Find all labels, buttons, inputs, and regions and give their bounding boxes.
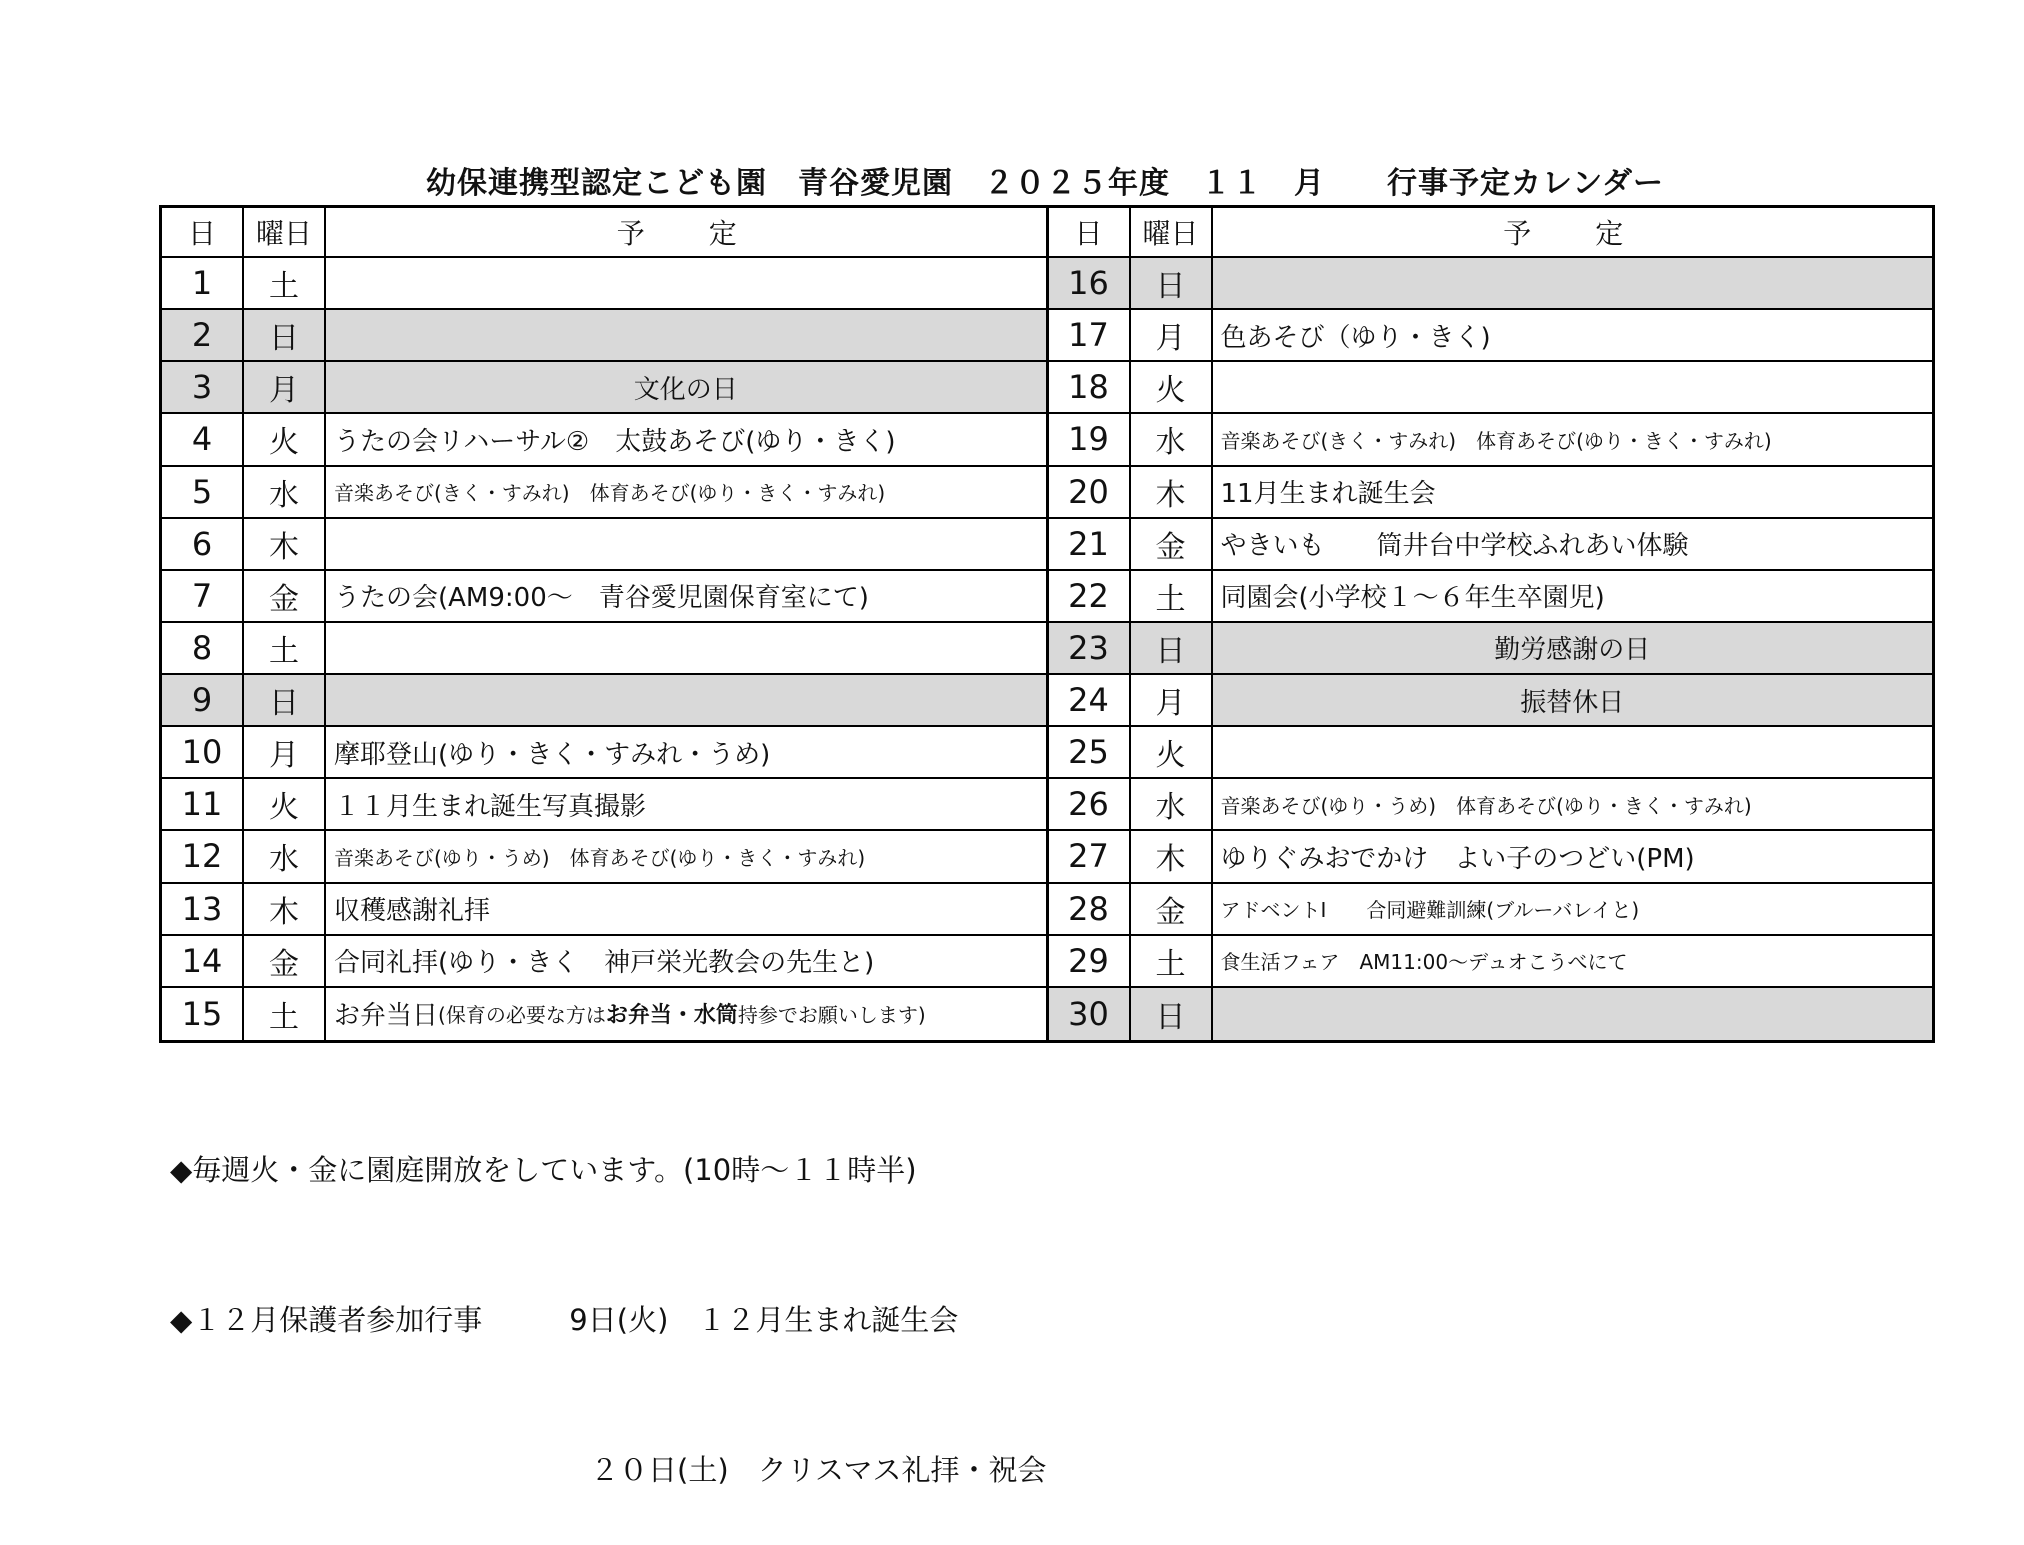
weekday: 木 <box>1131 831 1213 881</box>
event-text: やきいも 筒井台中学校ふれあい体験 <box>1220 531 1689 562</box>
calendar-row <box>162 258 1046 310</box>
event-text <box>326 675 1046 725</box>
event-text: １１月生まれ誕生写真撮影 <box>334 791 647 822</box>
day-number: 18 <box>1049 362 1131 412</box>
event-text: 収穫感謝礼拝 <box>334 896 491 927</box>
calendar-row <box>162 571 1046 623</box>
calendar-row <box>1049 727 1933 779</box>
event-text: 摩耶登山(ゆり・きく・すみれ・うめ) <box>334 739 771 770</box>
header-plan: 予 定 <box>616 217 755 250</box>
header-row <box>1049 208 1933 258</box>
calendar-row <box>162 467 1046 519</box>
weekday: 木 <box>1131 467 1213 517</box>
day-number: 8 <box>162 623 244 673</box>
day-number: 17 <box>1049 310 1131 360</box>
day-number: 13 <box>162 884 244 934</box>
note-line-2: ◆１２月保護者参加行事 9日(火) １２月生まれ誕生会 <box>170 1303 959 1337</box>
event-text <box>326 519 1046 569</box>
day-number: 22 <box>1049 571 1131 621</box>
event-text: うたの会リハーサル② 太鼓あそび(ゆり・きく) <box>334 426 896 457</box>
day-number: 19 <box>1049 414 1131 464</box>
event-text: アドベントⅠ 合同避難訓練(ブルーバレイと) <box>1220 898 1640 923</box>
calendar-row <box>1049 362 1933 414</box>
header-day: 日 <box>162 208 244 256</box>
calendar-row <box>162 414 1046 466</box>
event-text: 同園会(小学校１～６年生卒園児) <box>1220 583 1605 614</box>
day-number: 29 <box>1049 936 1131 986</box>
event-text <box>326 258 1046 308</box>
event-text: 勤労感謝の日 <box>1213 623 1933 673</box>
calendar-row <box>1049 884 1933 936</box>
weekday: 木 <box>244 884 326 934</box>
weekday: 月 <box>1131 310 1213 360</box>
calendar-row <box>1049 936 1933 988</box>
event-text: 合同礼拝(ゆり・きく 神戸栄光教会の先生と) <box>334 948 875 979</box>
weekday: 日 <box>1131 988 1213 1040</box>
calendar-row <box>1049 571 1933 623</box>
header-row <box>162 208 1046 258</box>
weekday: 金 <box>244 571 326 621</box>
header-weekday: 曜日 <box>244 208 326 256</box>
day-number: 30 <box>1049 988 1131 1040</box>
calendar-left-half <box>162 208 1049 1040</box>
note-line-3: ２０日(土) クリスマス礼拝・祝会 <box>590 1453 1047 1487</box>
weekday: 月 <box>244 727 326 777</box>
calendar-row <box>162 936 1046 988</box>
page-title: 幼保連携型認定こども園 青谷愛児園 ２０２５年度 １１ 月 行事予定カレンダー <box>425 166 1665 201</box>
calendar-row <box>1049 623 1933 675</box>
event-text: 音楽あそび(ゆり・うめ) 体育あそび(ゆり・きく・すみれ) <box>334 845 866 870</box>
day-number: 23 <box>1049 623 1131 673</box>
day-number: 7 <box>162 571 244 621</box>
event-text: 振替休日 <box>1213 675 1933 725</box>
calendar-row <box>1049 467 1933 519</box>
day-number: 10 <box>162 727 244 777</box>
event-part-bold: お弁当・水筒 <box>605 1003 738 1029</box>
weekday: 水 <box>1131 779 1213 829</box>
calendar-row <box>162 831 1046 883</box>
day-number: 2 <box>162 310 244 360</box>
weekday: 火 <box>244 414 326 464</box>
day-number: 4 <box>162 414 244 464</box>
weekday: 日 <box>1131 258 1213 308</box>
note-line-1: ◆毎週火・金に園庭開放をしています。(10時～１１時半) <box>170 1153 917 1187</box>
event-text <box>326 310 1046 360</box>
event-text: 音楽あそび(ゆり・うめ) 体育あそび(ゆり・きく・すみれ) <box>1220 793 1752 818</box>
event-text: 音楽あそび(きく・すみれ) 体育あそび(ゆり・きく・すみれ) <box>334 481 886 506</box>
calendar-row <box>162 988 1046 1040</box>
weekday: 月 <box>244 362 326 412</box>
weekday: 土 <box>244 623 326 673</box>
calendar-row <box>162 675 1046 727</box>
weekday: 水 <box>244 831 326 881</box>
event-text: 文化の日 <box>326 362 1046 412</box>
weekday: 火 <box>244 779 326 829</box>
day-number: 15 <box>162 988 244 1040</box>
calendar-table <box>159 205 1935 1043</box>
header-plan: 予 定 <box>1503 217 1642 250</box>
weekday: 日 <box>1131 623 1213 673</box>
calendar-row <box>1049 414 1933 466</box>
day-number: 20 <box>1049 467 1131 517</box>
event-text <box>1213 362 1933 412</box>
event-part: お弁当日 <box>334 1001 439 1032</box>
calendar-row <box>162 727 1046 779</box>
event-text <box>326 988 1046 1040</box>
day-number: 24 <box>1049 675 1131 725</box>
calendar-row <box>162 310 1046 362</box>
calendar-row <box>1049 675 1933 727</box>
calendar-row <box>1049 310 1933 362</box>
weekday: 火 <box>1131 362 1213 412</box>
day-number: 14 <box>162 936 244 986</box>
day-number: 25 <box>1049 727 1131 777</box>
header-weekday: 曜日 <box>1131 208 1213 256</box>
calendar-row <box>1049 779 1933 831</box>
event-part: 持参でお願いします) <box>737 1003 926 1028</box>
event-text: うたの会(AM9:00～ 青谷愛児園保育室にて) <box>334 583 869 614</box>
weekday: 日 <box>244 310 326 360</box>
weekday: 月 <box>1131 675 1213 725</box>
event-text: 11月生まれ誕生会 <box>1220 479 1436 510</box>
day-number: 21 <box>1049 519 1131 569</box>
day-number: 1 <box>162 258 244 308</box>
event-part: (保育の必要な方は <box>438 1003 606 1028</box>
day-number: 12 <box>162 831 244 881</box>
calendar-row <box>162 623 1046 675</box>
day-number: 9 <box>162 675 244 725</box>
weekday: 金 <box>1131 884 1213 934</box>
weekday: 水 <box>244 467 326 517</box>
day-number: 5 <box>162 467 244 517</box>
calendar-row <box>162 779 1046 831</box>
calendar-right-half <box>1049 208 1933 1040</box>
event-text <box>326 623 1046 673</box>
weekday: 日 <box>244 675 326 725</box>
day-number: 26 <box>1049 779 1131 829</box>
day-number: 11 <box>162 779 244 829</box>
event-text <box>1213 258 1933 308</box>
calendar-row <box>1049 258 1933 310</box>
header-day: 日 <box>1049 208 1131 256</box>
event-text: 色あそび（ゆり・きく) <box>1220 322 1491 353</box>
weekday: 土 <box>244 988 326 1040</box>
event-text <box>1213 988 1933 1040</box>
day-number: 3 <box>162 362 244 412</box>
calendar-row <box>162 884 1046 936</box>
calendar-row <box>162 519 1046 571</box>
day-number: 16 <box>1049 258 1131 308</box>
day-number: 27 <box>1049 831 1131 881</box>
weekday: 金 <box>1131 519 1213 569</box>
weekday: 土 <box>1131 936 1213 986</box>
event-text: 食生活フェア AM11:00～デュオこうべにて <box>1220 950 1628 975</box>
weekday: 土 <box>1131 571 1213 621</box>
weekday: 木 <box>244 519 326 569</box>
calendar-row <box>1049 988 1933 1040</box>
event-text <box>1213 727 1933 777</box>
day-number: 6 <box>162 519 244 569</box>
day-number: 28 <box>1049 884 1131 934</box>
weekday: 火 <box>1131 727 1213 777</box>
calendar-row <box>1049 831 1933 883</box>
weekday: 水 <box>1131 414 1213 464</box>
event-text: ゆりぐみおでかけ よい子のつどい(PM) <box>1220 843 1695 874</box>
notes <box>170 1045 1046 1545</box>
weekday: 土 <box>244 258 326 308</box>
weekday: 金 <box>244 936 326 986</box>
calendar-row <box>162 362 1046 414</box>
event-text: 音楽あそび(きく・すみれ) 体育あそび(ゆり・きく・すみれ) <box>1220 428 1772 453</box>
calendar-row <box>1049 519 1933 571</box>
